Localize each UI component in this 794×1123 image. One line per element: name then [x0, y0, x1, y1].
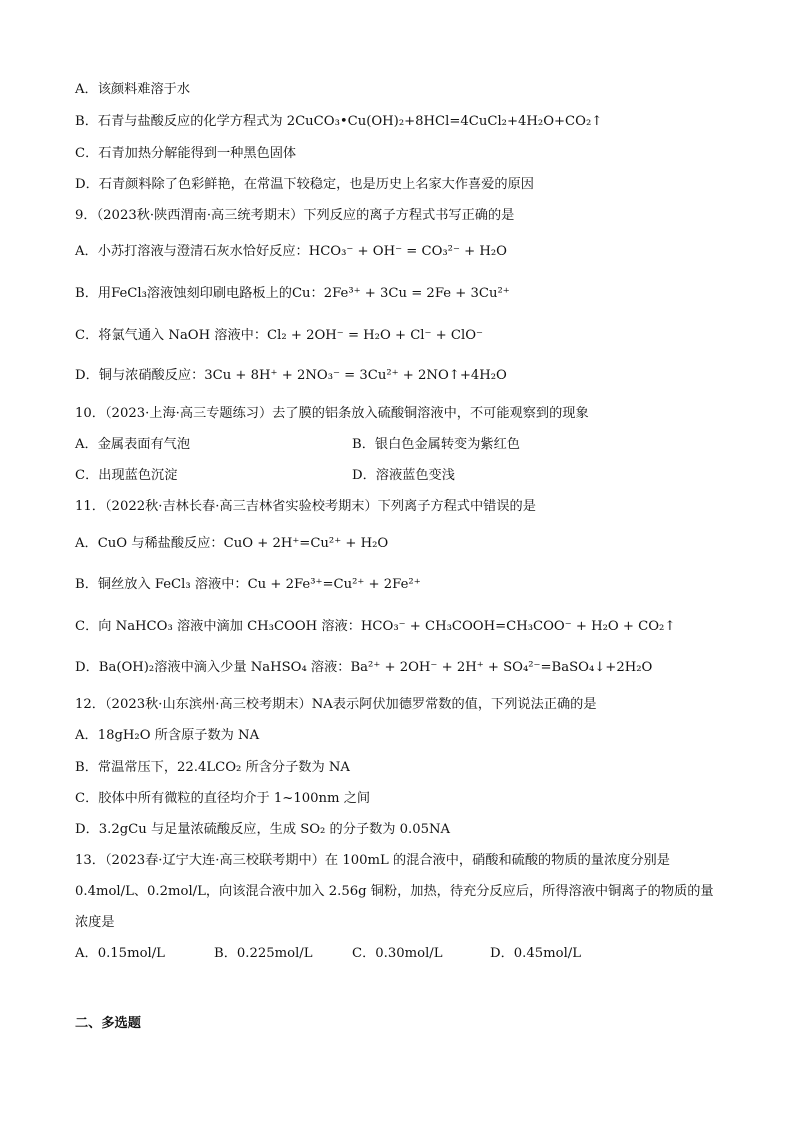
- q8-option-b: B．石青与盐酸反应的化学方程式为 2CuCO₃•Cu(OH)₂+8HCl=4CuCl₂+4H₂O+CO₂↑: [75, 114, 603, 129]
- q13-stem-line2: 0.4mol/L、0.2mol/L，向该混合液中加入 2.56g 铜粉，加热，待充分反应后，所得溶液中铜离子的物质的量: [75, 884, 714, 899]
- q13-option-b: B．0.225mol/L: [214, 946, 313, 961]
- q12-option-c: C．胶体中所有微粒的直径均介于 1~100nm 之间: [75, 791, 371, 806]
- q11-option-d: D．Ba(OH)₂溶液中滴入少量 NaHSO₄ 溶液：Ba²⁺ + 2OH⁻ + 2H⁺ + SO₄²⁻=BaSO₄↓+2H₂O: [75, 660, 653, 675]
- q11-option-b: B．铜丝放入 FeCl₃ 溶液中：Cu + 2Fe³⁺=Cu²⁺ + 2Fe²⁺: [75, 577, 421, 592]
- q8-option-c: C．石青加热分解能得到一种黑色固体: [75, 146, 297, 161]
- q11-option-a: A．CuO 与稀盐酸反应：CuO + 2H⁺=Cu²⁺ + H₂O: [75, 536, 389, 551]
- q13-option-a: A．0.15mol/L: [75, 946, 165, 961]
- q8-option-d: D．石青颜料除了色彩鲜艳，在常温下较稳定，也是历史上名家大作喜爱的原因: [75, 177, 534, 192]
- q13-stem-line1: 13．（2023春·辽宁大连·高三校联考期中）在 100mL 的混合液中，硝酸和硫酸的物质的量浓度分别是: [75, 853, 670, 868]
- q10-stem: 10．（2023·上海·高三专题练习）去了膜的铝条放入硫酸铜溶液中，不可能观察到的现象: [75, 406, 589, 421]
- q10-option-b: B．银白色金属转变为紫红色: [352, 437, 520, 452]
- q10-option-c: C．出现蓝色沉淀: [75, 468, 178, 483]
- q13-stem-line3: 浓度是: [75, 915, 115, 930]
- q9-option-b: B．用FeCl₃溶液蚀刻印刷电路板上的Cu：2Fe³⁺ + 3Cu = 2Fe + 3Cu²⁺: [75, 286, 510, 301]
- q12-option-d: D．3.2gCu 与足量浓硫酸反应，生成 SO₂ 的分子数为 0.05NA: [75, 822, 451, 837]
- q13-option-c: C．0.30mol/L: [352, 946, 443, 961]
- q9-stem: 9．（2023秋·陕西渭南·高三统考期末）下列反应的离子方程式书写正确的是: [75, 208, 515, 223]
- q12-stem: 12．（2023秋·山东滨州·高三校考期末）NA表示阿伏加德罗常数的值，下列说法正确的是: [75, 697, 597, 712]
- q9-option-a: A．小苏打溶液与澄清石灰水恰好反应：HCO₃⁻ + OH⁻ = CO₃²⁻ + H₂O: [75, 244, 507, 259]
- q8-option-a: A．该颜料难溶于水: [75, 82, 191, 97]
- section-heading: 二、多选题: [75, 1016, 141, 1031]
- q12-option-a: A．18gH₂O 所含原子数为 NA: [75, 728, 260, 743]
- q10-option-a: A．金属表面有气泡: [75, 437, 191, 452]
- q13-option-d: D．0.45mol/L: [490, 946, 581, 961]
- q12-option-b: B．常温常压下，22.4LCO₂ 所含分子数为 NA: [75, 760, 350, 775]
- q11-option-c: C．向 NaHCO₃ 溶液中滴加 CH₃COOH 溶液：HCO₃⁻ + CH₃COOH=CH₃COO⁻ + H₂O + CO₂↑: [75, 619, 676, 634]
- q11-stem: 11．（2022秋·吉林长春·高三吉林省实验校考期末）下列离子方程式中错误的是: [75, 499, 536, 514]
- q10-option-d: D．溶液蓝色变浅: [352, 468, 455, 483]
- q9-option-c: C．将氯气通入 NaOH 溶液中：Cl₂ + 2OH⁻ = H₂O + Cl⁻ + ClO⁻: [75, 328, 484, 343]
- q9-option-d: D．铜与浓硝酸反应：3Cu + 8H⁺ + 2NO₃⁻ = 3Cu²⁺ + 2NO↑+4H₂O: [75, 368, 507, 383]
